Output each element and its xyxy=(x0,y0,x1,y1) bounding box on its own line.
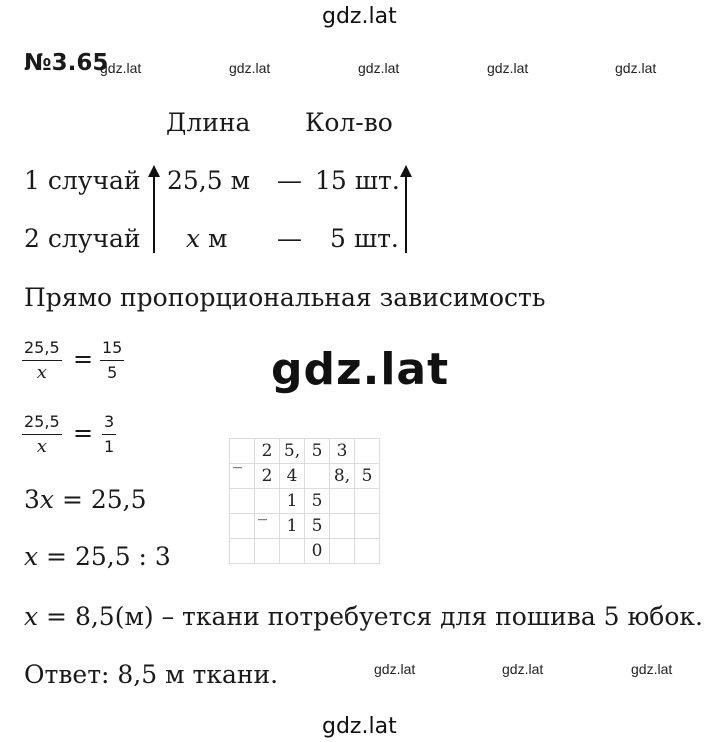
problem-number: №3.65 xyxy=(24,50,109,76)
division-cell: 1 xyxy=(280,489,305,514)
division-cell: 1 xyxy=(280,514,305,539)
case-2-label: 2 случай xyxy=(24,224,141,253)
watermark: gdz.lat xyxy=(631,661,673,677)
division-cell: 4 xyxy=(280,464,305,489)
eq4 xyxy=(24,542,171,571)
case-1-length: 25,5 м xyxy=(167,166,251,195)
division-cell xyxy=(330,514,355,539)
division-row xyxy=(230,539,380,564)
header-count: Кол-во xyxy=(305,108,393,137)
division-cell: 8, xyxy=(330,464,355,489)
eq4-rhs: = 25,5 : 3 xyxy=(38,542,171,571)
fraction-denominator: 5 xyxy=(107,363,118,382)
eq2-equals: = xyxy=(73,419,94,447)
case-1-count: 15 шт. xyxy=(315,166,400,195)
result-line xyxy=(24,602,703,631)
division-cell xyxy=(355,439,380,464)
watermark: gdz.lat xyxy=(615,60,657,76)
division-cell: 5, xyxy=(280,439,305,464)
eq1-equals: = xyxy=(73,345,94,373)
answer-line: Ответ: 8,5 м ткани. xyxy=(24,660,279,689)
division-cell xyxy=(330,489,355,514)
case-1-label: 1 случай xyxy=(24,166,141,195)
fraction-denominator: x xyxy=(36,436,47,457)
fraction-numerator: 25,5 xyxy=(22,338,62,361)
eq3 xyxy=(24,485,147,514)
length-unit: м xyxy=(200,224,228,253)
fraction-denominator: 1 xyxy=(104,437,115,456)
division-row xyxy=(230,514,380,539)
eq1-right-fraction xyxy=(100,338,124,383)
arrow-up-icon xyxy=(146,165,162,255)
division-cell: 2 xyxy=(255,464,280,489)
division-row xyxy=(230,464,380,489)
division-cell xyxy=(355,539,380,564)
division-cell xyxy=(305,464,330,489)
division-minus-2: _ xyxy=(258,500,267,521)
length-variable: x xyxy=(186,224,201,253)
watermark: gdz.lat xyxy=(358,60,400,76)
watermark: gdz.lat xyxy=(502,661,544,677)
fraction-numerator: 3 xyxy=(102,412,116,435)
header-length: Длина xyxy=(166,108,251,137)
watermark-center: gdz.lat xyxy=(271,344,450,395)
eq2-right-fraction xyxy=(102,412,116,457)
division-cell xyxy=(255,489,280,514)
division-row xyxy=(230,489,380,514)
long-division-grid xyxy=(229,438,380,564)
division-cell: 5 xyxy=(305,489,330,514)
result-variable: x xyxy=(24,602,39,631)
watermark: gdz.lat xyxy=(487,60,529,76)
eq2-left-fraction xyxy=(22,412,62,457)
eq4-variable: x xyxy=(24,542,39,571)
case-2-count: 5 шт. xyxy=(330,224,399,253)
division-cell: 5 xyxy=(305,514,330,539)
division-cell: 5 xyxy=(355,464,380,489)
case-2-dash: — xyxy=(277,224,302,253)
division-cell xyxy=(330,539,355,564)
division-cell: 2 xyxy=(255,439,280,464)
division-cell xyxy=(355,489,380,514)
division-minus-1: _ xyxy=(233,448,242,469)
eq3-variable: x xyxy=(39,485,55,514)
watermark: gdz.lat xyxy=(374,661,416,677)
watermark: gdz.lat xyxy=(229,60,271,76)
fraction-denominator: x xyxy=(36,362,47,383)
watermark-top: gdz.lat xyxy=(322,4,397,29)
case-1-dash: — xyxy=(277,166,302,195)
division-cell: 3 xyxy=(330,439,355,464)
result-text: = 8,5(м) – ткани потребуется для пошива 5 юбок. xyxy=(38,602,703,631)
arrow-up-icon xyxy=(398,165,414,255)
watermark: gdz.lat xyxy=(100,60,142,76)
fraction-numerator: 15 xyxy=(100,338,124,361)
division-cell xyxy=(255,539,280,564)
division-cell xyxy=(280,539,305,564)
division-cell xyxy=(255,514,280,539)
division-row xyxy=(230,439,380,464)
eq3-coefficient: 3 xyxy=(24,485,40,514)
eq1-left-fraction xyxy=(22,338,62,383)
division-cell: 0 xyxy=(305,539,330,564)
watermark-bottom: gdz.lat xyxy=(322,714,397,739)
division-cell: 5 xyxy=(305,439,330,464)
division-cell xyxy=(355,514,380,539)
eq3-rhs: = 25,5 xyxy=(54,485,147,514)
dependency-text: Прямо пропорциональная зависимость xyxy=(24,283,546,312)
case-2-length xyxy=(186,224,228,253)
fraction-numerator: 25,5 xyxy=(22,412,62,435)
